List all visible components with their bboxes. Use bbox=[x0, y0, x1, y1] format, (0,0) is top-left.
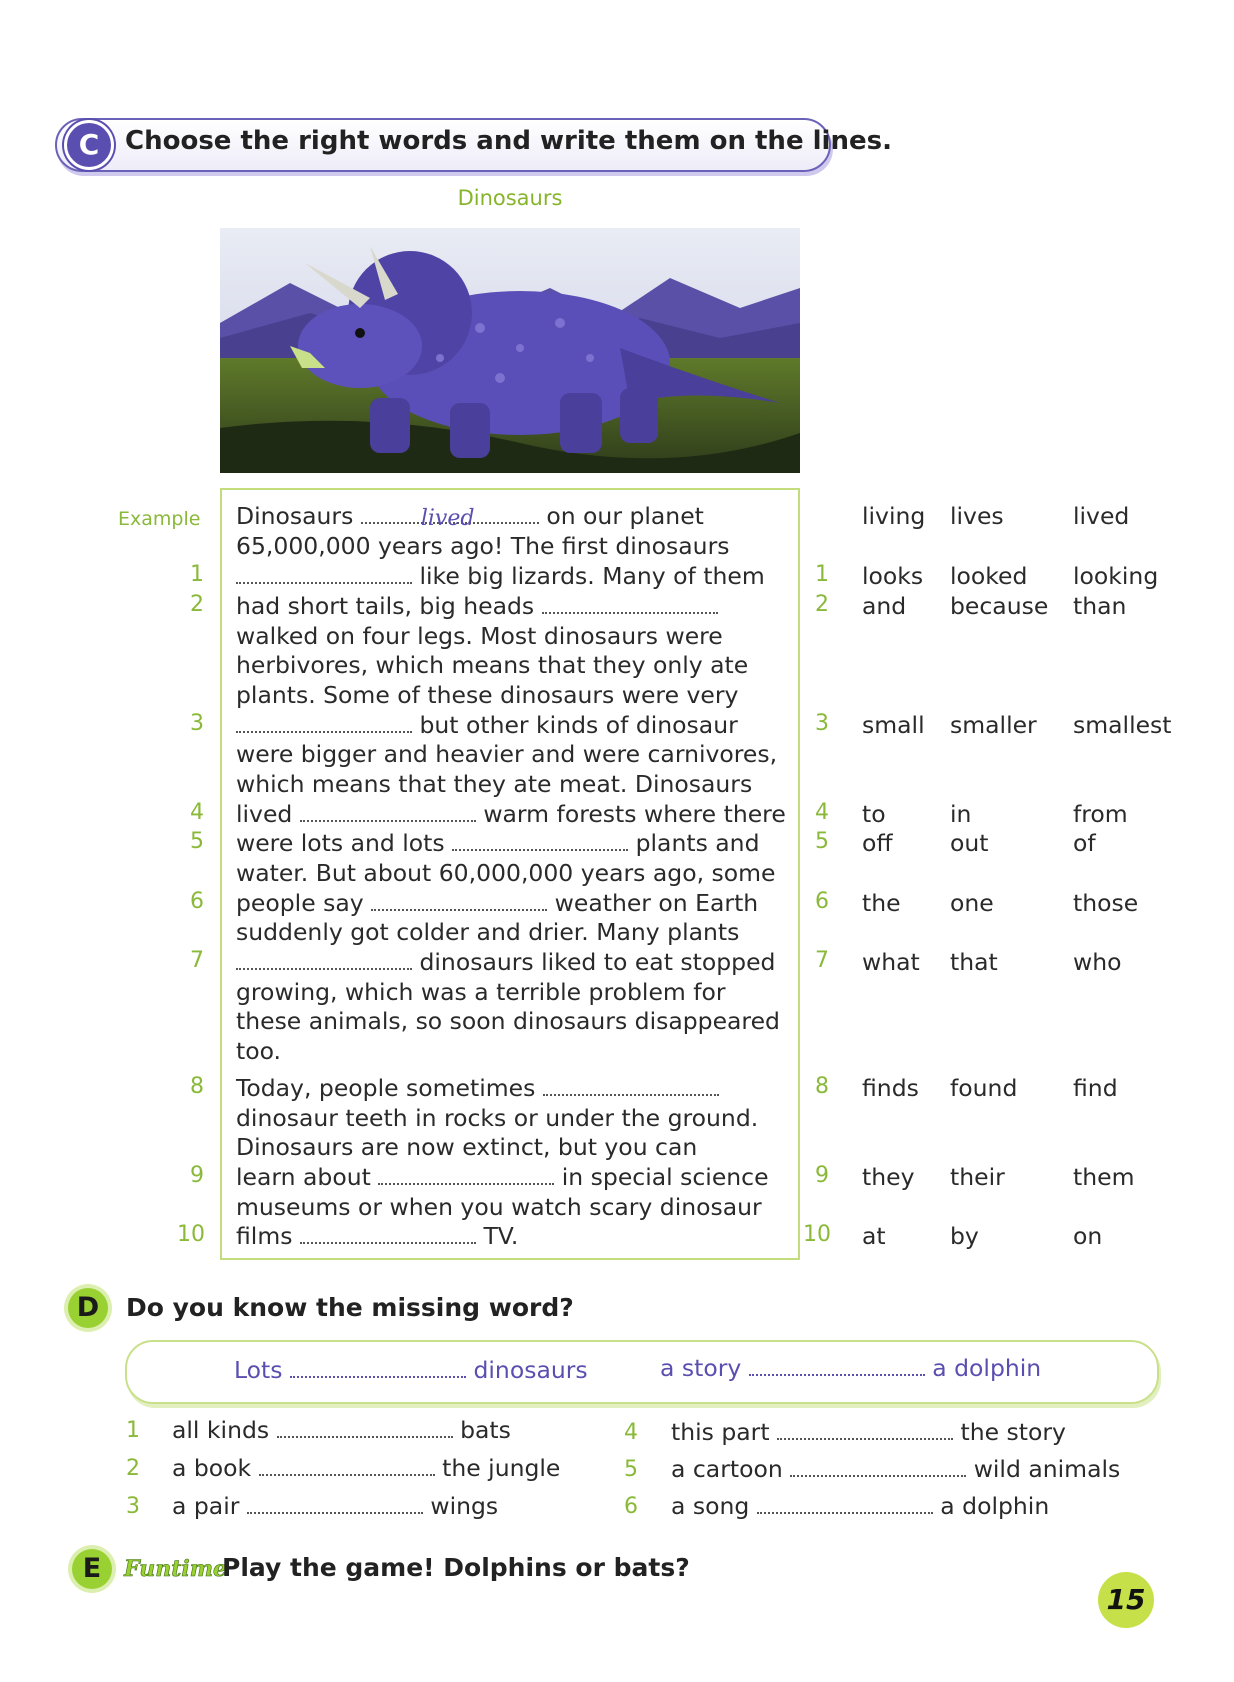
passage-line: walked on four legs. Most dinosaurs were bbox=[236, 622, 723, 650]
question-number: 4 bbox=[190, 800, 204, 825]
option-word[interactable]: in bbox=[950, 800, 972, 828]
d-item: a song a dolphin bbox=[671, 1492, 1050, 1520]
d-item-number: 4 bbox=[624, 1420, 638, 1445]
option-word[interactable]: looked bbox=[950, 562, 1028, 590]
passage-line: Dinosaurs are now extinct, but you can bbox=[236, 1133, 698, 1161]
option-word[interactable]: those bbox=[1073, 889, 1139, 917]
example-phrase: a story a dolphin bbox=[660, 1354, 1042, 1382]
option-word[interactable]: their bbox=[950, 1163, 1005, 1191]
passage-line: these animals, so soon dinosaurs disappeared bbox=[236, 1007, 780, 1035]
d-answer-blank-4[interactable] bbox=[777, 1438, 953, 1440]
example-phrase: Lots dinosaurs bbox=[234, 1356, 588, 1384]
passage-line: water. But about 60,000,000 years ago, some bbox=[236, 859, 776, 887]
answer-blank-5[interactable] bbox=[452, 849, 628, 851]
option-word[interactable]: them bbox=[1073, 1163, 1135, 1191]
option-word[interactable]: off bbox=[862, 829, 893, 857]
answer-blank-10[interactable] bbox=[300, 1242, 476, 1244]
question-number: 10 bbox=[177, 1222, 205, 1247]
option-word[interactable]: the bbox=[862, 889, 901, 917]
d-item-number: 1 bbox=[126, 1418, 140, 1443]
d-item: a book the jungle bbox=[172, 1454, 561, 1482]
option-word[interactable]: looks bbox=[862, 562, 924, 590]
answer-blank-3[interactable] bbox=[236, 731, 412, 733]
passage-line: which means that they ate meat. Dinosaurs bbox=[236, 770, 753, 798]
section-e-letter: E bbox=[72, 1549, 112, 1589]
passage-line: Dinosaurs lived on our planet bbox=[236, 502, 704, 531]
page-number: 15 bbox=[1098, 1572, 1154, 1628]
passage-line: dinosaur teeth in rocks or under the ground. bbox=[236, 1104, 759, 1132]
section-c-instruction: Choose the right words and write them on the lines. bbox=[125, 126, 892, 156]
question-number: 1 bbox=[190, 562, 204, 587]
option-word[interactable]: by bbox=[950, 1222, 979, 1250]
dinosaur-picture bbox=[220, 228, 800, 473]
d-answer-blank-3[interactable] bbox=[247, 1512, 423, 1514]
passage-line: suddenly got colder and drier. Many plants bbox=[236, 918, 740, 946]
triceratops-illustration bbox=[220, 228, 800, 473]
passage-line: were lots and lots plants and bbox=[236, 829, 760, 857]
option-word[interactable]: smallest bbox=[1073, 711, 1172, 739]
passage-line: were bigger and heavier and were carnivores, bbox=[236, 740, 778, 768]
question-number: 9 bbox=[190, 1163, 204, 1188]
passage-line: too. bbox=[236, 1037, 282, 1065]
question-number: 5 bbox=[190, 829, 204, 854]
d-item: a cartoon wild animals bbox=[671, 1455, 1121, 1483]
passage-line: dinosaurs liked to eat stopped bbox=[236, 948, 775, 976]
option-word[interactable]: smaller bbox=[950, 711, 1037, 739]
question-number: 8 bbox=[190, 1074, 204, 1099]
d-item: this part the story bbox=[671, 1418, 1066, 1446]
option-word[interactable]: and bbox=[862, 592, 907, 620]
d-item-number: 2 bbox=[126, 1456, 140, 1481]
option-word[interactable]: because bbox=[950, 592, 1049, 620]
question-number: 2 bbox=[190, 592, 204, 617]
answer-blank-8[interactable] bbox=[543, 1094, 719, 1096]
option-word[interactable]: lives bbox=[950, 502, 1004, 530]
section-c-letter: C bbox=[64, 120, 114, 170]
option-word[interactable]: find bbox=[1073, 1074, 1118, 1102]
d-answer-blank-5[interactable] bbox=[790, 1475, 966, 1477]
option-word[interactable]: out bbox=[950, 829, 989, 857]
answer-blank-4[interactable] bbox=[300, 820, 476, 822]
d-answer-blank-6[interactable] bbox=[757, 1512, 933, 1514]
answer-blank-9[interactable] bbox=[378, 1183, 554, 1185]
passage-line: growing, which was a terrible problem for bbox=[236, 978, 726, 1006]
section-e-instruction: Play the game! Dolphins or bats? bbox=[222, 1553, 690, 1582]
option-word[interactable]: they bbox=[862, 1163, 915, 1191]
option-word[interactable]: living bbox=[862, 502, 926, 530]
option-word[interactable]: found bbox=[950, 1074, 1018, 1102]
passage-line: herbivores, which means that they only ate bbox=[236, 651, 749, 679]
d-answer-blank-2[interactable] bbox=[259, 1474, 435, 1476]
story-title: Dinosaurs bbox=[457, 186, 563, 210]
d-item-number: 3 bbox=[126, 1494, 140, 1519]
example-answer: lived bbox=[420, 506, 475, 531]
d-item-number: 6 bbox=[624, 1494, 638, 1519]
option-word[interactable]: from bbox=[1073, 800, 1128, 828]
passage-line: plants. Some of these dinosaurs were very bbox=[236, 681, 739, 709]
passage-line: films TV. bbox=[236, 1222, 519, 1250]
passage-line: 65,000,000 years ago! The first dinosaurs bbox=[236, 532, 730, 560]
d-item: a pair wings bbox=[172, 1492, 499, 1520]
passage-line: had short tails, big heads bbox=[236, 592, 718, 620]
option-word[interactable]: that bbox=[950, 948, 998, 976]
question-number: 6 bbox=[190, 889, 204, 914]
answer-blank-6[interactable] bbox=[371, 909, 547, 911]
answer-blank-2[interactable] bbox=[542, 612, 718, 614]
funtime-badge: Funtime bbox=[124, 1556, 228, 1582]
question-number: 3 bbox=[190, 711, 204, 736]
passage-line: Today, people sometimes bbox=[236, 1074, 719, 1102]
option-word[interactable]: lived bbox=[1073, 502, 1130, 530]
option-word[interactable]: on bbox=[1073, 1222, 1103, 1250]
section-d-instruction: Do you know the missing word? bbox=[126, 1293, 574, 1322]
d-item-number: 5 bbox=[624, 1457, 638, 1482]
passage-line: people say weather on Earth bbox=[236, 889, 759, 917]
option-word[interactable]: finds bbox=[862, 1074, 919, 1102]
example-label: Example bbox=[118, 508, 201, 530]
passage-line: lived warm forests where there bbox=[236, 800, 786, 828]
option-word[interactable]: of bbox=[1073, 829, 1096, 857]
option-word[interactable]: looking bbox=[1073, 562, 1159, 590]
question-number: 7 bbox=[190, 948, 204, 973]
option-word[interactable]: small bbox=[862, 711, 925, 739]
passage-line: museums or when you watch scary dinosaur bbox=[236, 1193, 762, 1221]
d-item: all kinds bats bbox=[172, 1416, 511, 1444]
option-word[interactable]: one bbox=[950, 889, 994, 917]
option-word[interactable]: to bbox=[862, 800, 886, 828]
answer-blank-7[interactable] bbox=[236, 968, 412, 970]
passage-line: learn about in special science bbox=[236, 1163, 769, 1191]
section-d-letter: D bbox=[68, 1288, 108, 1328]
passage-line: like big lizards. Many of them bbox=[236, 562, 765, 590]
answer-blank-1[interactable] bbox=[236, 582, 412, 584]
d-answer-blank-1[interactable] bbox=[277, 1436, 453, 1438]
option-word[interactable]: at bbox=[862, 1222, 886, 1250]
option-word[interactable]: what bbox=[862, 948, 920, 976]
option-word[interactable]: who bbox=[1073, 948, 1122, 976]
passage-line: but other kinds of dinosaur bbox=[236, 711, 738, 739]
option-word[interactable]: than bbox=[1073, 592, 1127, 620]
